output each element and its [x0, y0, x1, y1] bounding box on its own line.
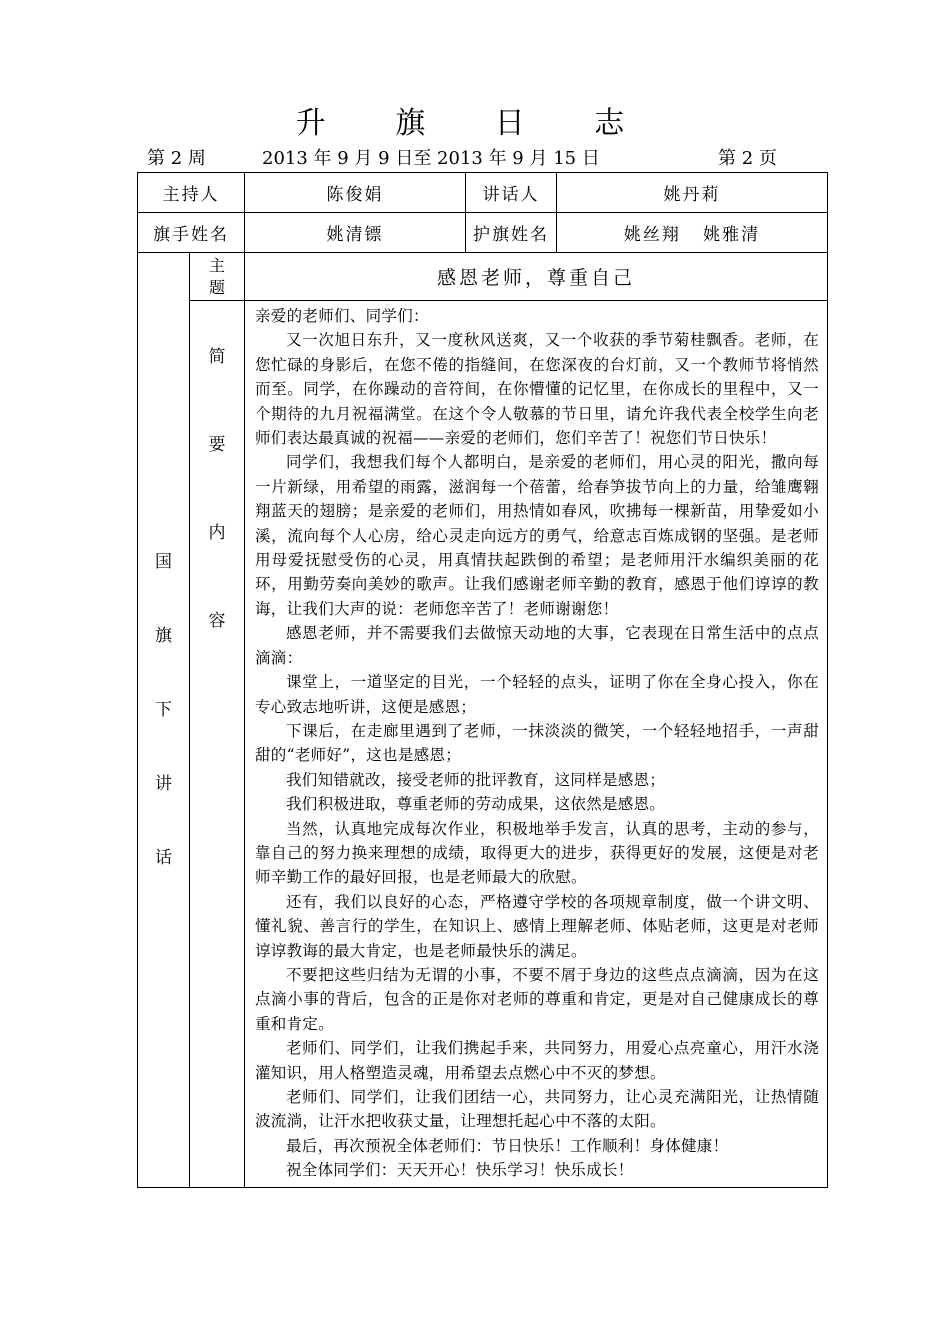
- flagbearer-label: 旗手姓名: [138, 213, 245, 253]
- section-label: [138, 253, 190, 1188]
- host-value: 陈俊娟: [245, 173, 466, 213]
- topic-char: 题: [208, 277, 225, 297]
- flag-row: [138, 213, 828, 253]
- speaker-label: 讲话人: [466, 173, 557, 213]
- speech-paragraph: 我们知错就改，接受老师的批评教育，这同样是感恩；: [286, 770, 666, 789]
- speech-text: [245, 301, 827, 1187]
- guard-value: 姚丝翔 姚雅清: [557, 213, 828, 253]
- week-label: 第 2 周: [147, 148, 206, 169]
- section-char: 旗: [155, 625, 172, 646]
- section-char: 讲: [155, 773, 172, 794]
- speech-paragraph: 下课后，在走廊里遇到了老师，一抹淡淡的微笑，一个轻轻地招手，一声甜甜的“老师好”，这也是感恩；: [255, 721, 819, 765]
- speech-paragraph: 课堂上，一道坚定的目光，一个轻轻的点头，证明了你在全身心投入，你在专心致志地听讲，这便是感恩；: [255, 673, 819, 716]
- speech-paragraph: 不要把这些归结为无谓的小事，不要不屑于身边的这些点点滴滴，因为在这点滴小事的背后，包含的正是你对老师的尊重和肯定，更是对自己健康成长的尊重和肯定。: [255, 965, 819, 1033]
- guard-label: 护旗姓名: [466, 213, 557, 253]
- speech-paragraph: 又一次旭日东升，又一度秋风送爽，又一个收获的季节菊桂飘香。老师，在您忙碌的身影后，在您不倦的指缝间，在您深夜的台灯前，又一个教师节将悄然而至。同学，在你躁动的音符间，在你懵懂的记忆里，在你成长的里程中，又一个期待的九月祝福满堂。在这个令人敬慕的节日里，请允许我代表全校学生向老师们表达最真诚的祝福——亲爱的老师们，您们辛苦了！祝您们节日快乐！: [255, 331, 819, 448]
- content-char: 内: [208, 523, 226, 543]
- date-range: 2013 年 9 月 9 日至 2013 年 9 月 15 日: [262, 148, 600, 169]
- host-label: 主持人: [138, 173, 245, 213]
- topic-row: [138, 253, 828, 301]
- topic-label: [190, 253, 245, 301]
- speech-paragraph: 最后，再次预祝全体老师们：节日快乐！工作顺利！身体健康！: [286, 1136, 729, 1155]
- section-char: 国: [155, 551, 172, 572]
- section-char: 话: [155, 847, 172, 868]
- speech-paragraph: 老师们、同学们，让我们携起手来，共同努力，用爱心点亮童心，用汗水浇灌知识，用人格塑造灵魂，用希望去点燃心中不灭的梦想。: [255, 1039, 819, 1082]
- speech-greeting: 亲爱的老师们、同学们：: [255, 307, 429, 325]
- speech-paragraph: 还有，我们以良好的心态，严格遵守学校的各项规章制度，做一个讲文明、懂礼貌、善言行的学生，在知识上、感情上理解老师、体贴老师，这更是对老师谆谆教诲的最大肯定，也是老师最快乐的满足。: [255, 892, 819, 960]
- content-char: 简: [208, 347, 226, 367]
- speech-paragraph: 我们积极进取，尊重老师的劳动成果，这依然是感恩。: [286, 795, 666, 814]
- content-char: 容: [208, 611, 226, 631]
- content-row: [138, 301, 828, 1188]
- host-row: [138, 173, 828, 213]
- page-number: 第 2 页: [718, 148, 777, 169]
- speech-paragraph: 老师们、同学们，让我们团结一心，共同努力，让心灵充满阳光，让热情随波流淌，让汗水把收获丈量，让理想托起心中不落的太阳。: [255, 1088, 819, 1131]
- flag-log-table: [137, 172, 828, 1188]
- speech-paragraph: 同学们，我想我们每个人都明白，是亲爱的老师们，用心灵的阳光，撒向每一片新绿，用希望的雨露，滋润每一个蓓蕾，给春笋拔节向上的力量，给雏鹰翱翔蓝天的翅膀；是亲爱的老师们，用热情如春风，吹拂每一棵新苗，用挚爱如小溪，流向每个人心房，给心灵走向远方的勇气，给意志百炼成钢的坚强。是老师用母爱抚慰受伤的心灵，用真情扶起跌倒的希望；是老师用汗水编织美丽的花环，用勤劳奏向美妙的歌声。让我们感谢老师辛勤的教育，感恩于他们谆谆的教诲，让我们大声的说：老师您辛苦了！老师谢谢您！: [255, 453, 819, 618]
- page-title: 升 旗 日 志: [295, 106, 655, 141]
- section-char: 下: [155, 699, 172, 720]
- content-char: 要: [208, 435, 226, 455]
- speech-paragraph: 感恩老师，并不需要我们去做惊天动地的大事，它表现在日常生活中的点点滴滴：: [255, 624, 819, 667]
- flagbearer-value: 姚清镖: [245, 213, 466, 253]
- topic-char: 主: [208, 255, 225, 275]
- speech-paragraph: 祝全体同学们：天天开心！快乐学习！快乐成长！: [286, 1161, 634, 1180]
- speaker-value: 姚丹莉: [557, 173, 828, 213]
- speech-paragraph: 当然，认真地完成每次作业，积极地举手发言，认真的思考，主动的参与，靠自己的努力换来理想的成绩，取得更大的进步，获得更好的发展，这便是对老师辛勤工作的最好回报，也是老师最大的欣慰。: [255, 819, 819, 887]
- speech-content: [245, 301, 828, 1188]
- topic-value: 感恩老师，尊重自己: [245, 253, 828, 301]
- content-label: [190, 301, 245, 1188]
